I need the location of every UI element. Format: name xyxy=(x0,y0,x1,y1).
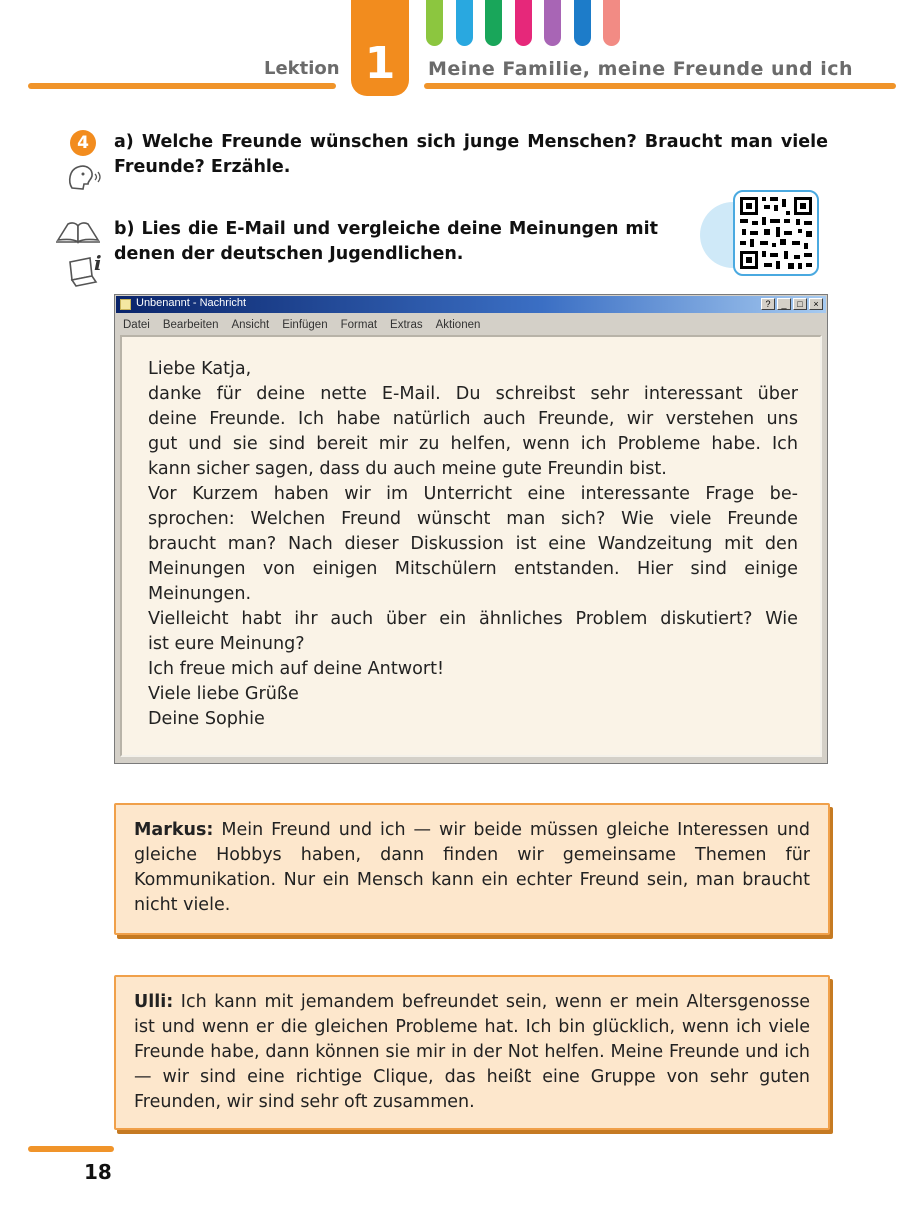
task-a-text: a) Welche Freunde wünschen sich junge Menschen? Braucht man viele Freunde? Erzähle. xyxy=(114,132,828,177)
email-line: kann sicher sagen, dass du auch meine gute Freundin bist. xyxy=(148,459,667,479)
email-line: sprochen: Welchen Freund wünscht man sich? Wie viele Freunde xyxy=(148,509,798,529)
header-rule-left xyxy=(28,83,336,89)
header-rule-right xyxy=(424,83,896,89)
email-line: Liebe Katja, xyxy=(148,359,252,379)
email-line: deine Freunde. Ich habe natürlich auch Freunde, wir verstehen uns xyxy=(148,409,798,429)
email-window xyxy=(114,294,828,764)
reading-book-icon xyxy=(54,216,102,250)
lektion-number: 1 xyxy=(351,0,409,96)
info-laptop-icon xyxy=(66,248,106,292)
message-icon xyxy=(120,299,131,310)
chapter-title: Meine Familie, meine Freunde und ich xyxy=(428,58,854,80)
color-bar xyxy=(515,0,532,46)
opinion-body: Mein Freund und ich — wir beide müssen gleiche Interessen und gleiche Hobbys haben, dann finden wir gemeinsame Themen für Kommunikation. Nur ein Mensch kann ein echter Freund sein, man braucht nicht viele. xyxy=(134,820,810,915)
svg-text:i: i xyxy=(94,251,102,275)
window-titlebar[interactable] xyxy=(116,296,826,313)
help-button[interactable]: ? xyxy=(761,298,775,310)
email-line: braucht man? Nach dieser Diskussion ist eine Wandzeitung mit den xyxy=(148,534,798,554)
email-line: Deine Sophie xyxy=(148,709,265,729)
email-line: ist eure Meinung? xyxy=(148,634,305,654)
qr-code-block[interactable] xyxy=(700,190,822,280)
email-line: Ich freue mich auf deine Antwort! xyxy=(148,659,445,679)
page-number: 18 xyxy=(84,1160,112,1184)
color-bar xyxy=(485,0,502,46)
task-b-text: b) Lies die E-Mail und vergleiche deine Meinungen mit denen der deutschen Jugendlichen. xyxy=(114,219,658,264)
speaking-icon xyxy=(66,162,102,196)
menu-item-format[interactable]: Format xyxy=(340,319,378,331)
opinion-card-ulli xyxy=(114,975,830,1130)
email-body[interactable] xyxy=(120,335,822,757)
opinion-author: Ulli: xyxy=(134,992,174,1012)
opinion-text xyxy=(134,818,810,918)
menu-item-extras[interactable]: Extras xyxy=(390,319,423,331)
opinion-text xyxy=(134,990,810,1115)
close-button[interactable]: × xyxy=(809,298,823,310)
email-line: Meinungen von einigen Mitschülern entstanden. Hier sind einige xyxy=(148,559,798,579)
qr-code[interactable] xyxy=(733,190,819,276)
color-bar xyxy=(544,0,561,46)
opinion-card-markus xyxy=(114,803,830,935)
email-line: Viele liebe Grüße xyxy=(148,684,299,704)
email-line: Vielleicht habt ihr auch über ein ähnliches Problem diskutiert? Wie xyxy=(148,609,798,629)
menu-item-einfuegen[interactable]: Einfügen xyxy=(282,319,328,331)
footer-rule xyxy=(28,1146,114,1152)
window-controls xyxy=(761,298,823,311)
color-bar xyxy=(456,0,473,46)
minimize-button[interactable]: _ xyxy=(777,298,791,310)
lektion-label: Lektion xyxy=(264,58,340,79)
email-line: danke für deine nette E-Mail. Du schreibst sehr interessant über xyxy=(148,384,798,404)
window-title: Unbenannt - Nachricht xyxy=(136,297,247,309)
menu-item-datei[interactable]: Datei xyxy=(123,319,150,331)
opinion-author: Markus: xyxy=(134,820,214,840)
maximize-button[interactable]: □ xyxy=(793,298,807,310)
email-line: Meinungen. xyxy=(148,584,252,604)
menu-item-ansicht[interactable]: Ansicht xyxy=(231,319,270,331)
email-line: Vor Kurzem haben wir im Unterricht eine interessante Frage be- xyxy=(148,484,798,504)
menu-item-aktionen[interactable]: Aktionen xyxy=(435,319,481,331)
color-bar xyxy=(574,0,591,46)
color-bar xyxy=(426,0,443,46)
opinion-body: Ich kann mit jemandem befreundet sein, wenn er mein Altersgenosse ist und wenn er die gleichen Probleme hat. Ich bin glücklich, wenn ich viele Freunde habe, dann können sie mir in der Not helfen. Meine Freunde und ich — wir sind eine richtige Clique, das heißt eine Gruppe von sehr guten Freunden, wir sind sehr oft zusammen. xyxy=(134,992,810,1112)
task-number-badge: 4 xyxy=(70,130,96,156)
menu-item-bearbeiten[interactable]: Bearbeiten xyxy=(162,319,219,331)
menu-bar xyxy=(123,319,493,331)
email-line: gut und sie sind bereit mir zu helfen, wenn ich Probleme habe. Ich xyxy=(148,434,798,454)
email-text xyxy=(148,357,798,732)
color-bar xyxy=(603,0,620,46)
